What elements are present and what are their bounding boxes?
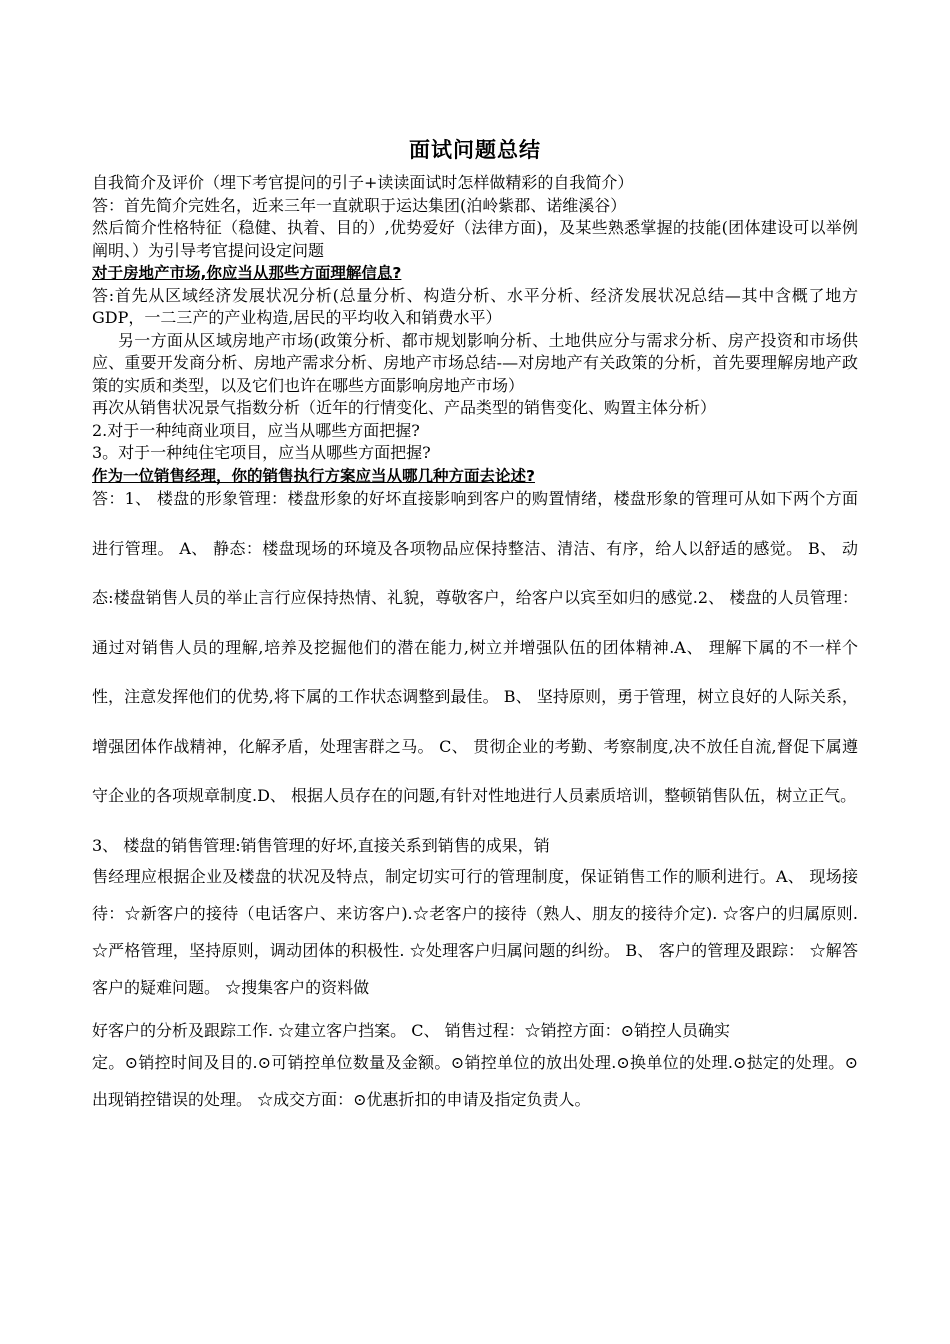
question-4-answer-part-2-rest: 售经理应根据企业及楼盘的状况及特点，制定切实可行的管理制度，保证销售工作的顺利进行。A、 现场接待：☆新客户的接待（电话客户、来访客户).☆老客户的接待（熟人、朋友的接待介定). ☆客户的归属原则. ☆严格管理，坚持原则，调动团体的积极性. ☆处理客户归属问题的纠纷。 B、 客户的管理及跟踪： ☆解答客户的疑难问题。 ☆搜集客户的资料做: [92, 867, 858, 997]
question-1-answer-market: 另一方面从区域房地产市场(政策分析、都市规划影响分析、土地供应分与需求分析、房产投资和市场供应、重要开发商分析、房地产需求分析、房地产市场总结-—对房地产有关政策的分析，首先要理解房地产政策的实质和类型，以及它们也许在哪些方面影响房地产市场）: [92, 330, 858, 395]
intro-traits-paragraph: 然后简介性格特征（稳健、执着、目的）,优势爱好（法律方面)，及某些熟悉掌握的技能(团体建设可以举例阐明、）为引导考官提问设定问题: [92, 218, 858, 260]
question-3-paragraph: 3。对于一种纯住宅项目，应当从哪些方面把握?: [92, 443, 431, 462]
question-1-answer-sales: 再次从销售状况景气指数分析（近年的行情变化、产品类型的销售变化、购置主体分析）: [92, 398, 717, 417]
intro-topic-paragraph: 自我简介及评价（埋下考官提问的引子+读读面试时怎样做精彩的自我简介）: [92, 173, 634, 192]
intro-answer-paragraph: 答：首先简介完姓名，近来三年一直就职于运达集团(泊岭紫郡、诺维溪谷）: [92, 195, 627, 215]
question-1-heading: 对于房地产市场,你应当从那些方面理解信息?: [92, 264, 402, 282]
question-4-answer-part-3-first-line: 好客户的分析及跟踪工作. ☆建立客户挡案。 C、 销售过程：☆销控方面：⊙销控人员确实: [92, 1021, 730, 1040]
document-title: 面试问题总结: [409, 138, 541, 162]
question-1-answer-economy: 答:首先从区域经济发展状况分析(总量分析、构造分析、水平分析、经济发展状况总结—其中含概了地方GDP，一二三产的产业构造,居民的平均收入和销费水平）: [92, 285, 858, 327]
document-page: [92, 134, 858, 1118]
question-2-paragraph: 2.对于一种纯商业项目，应当从哪些方面把握?: [92, 420, 420, 440]
question-4-answer-part-1: 答：1、 楼盘的形象管理：楼盘形象的好坏直接影响到客户的购置情绪，楼盘形象的管理可从如下两个方面进行管理。 A、 静态：楼盘现场的环境及各项物品应保持整洁、清洁、有序，给人以舒适的感觉。 B、 动态:楼盘销售人员的举止言行应保持热情、礼貌，尊敬客户，给客户以宾至如归的感觉.2、 楼盘的人员管理：通过对销售人员的理解,培养及挖掘他们的潜在能力,树立并增强队伍的团体精神.A、 理解下属的不一样个性，注意发挥他们的优势,将下属的工作状态调整到最佳。 B、 坚持原则，勇于管理，树立良好的人际关系，增强团体作战精神，化解矛盾，处理害群之马。 C、 贯彻企业的考勤、考察制度,决不放任自流,督促下属遵守企业的各项规章制度.D、 根据人员存在的问题,有针对性地进行人员素质培训，整顿销售队伍，树立正气。: [92, 489, 858, 805]
question-4-answer-part-2: [92, 821, 858, 1007]
question-4-answer-part-3: [92, 1006, 858, 1118]
question-4-answer-part-2-first-line: 3、 楼盘的销售管理:销售管理的好坏,直接关系到销售的成果，销: [92, 835, 550, 855]
question-4-answer-part-3-rest: 定。⊙销控时间及目的.⊙可销控单位数量及金额。⊙销控单位的放出处理.⊙换单位的处理.⊙挞定的处理。⊙出现销控错误的处理。 ☆成交方面：⊙优惠折扣的申请及指定负责人。: [92, 1052, 858, 1109]
question-4-heading: 作为一位销售经理，你的销售执行方案应当从哪几种方面去论述?: [92, 466, 535, 485]
